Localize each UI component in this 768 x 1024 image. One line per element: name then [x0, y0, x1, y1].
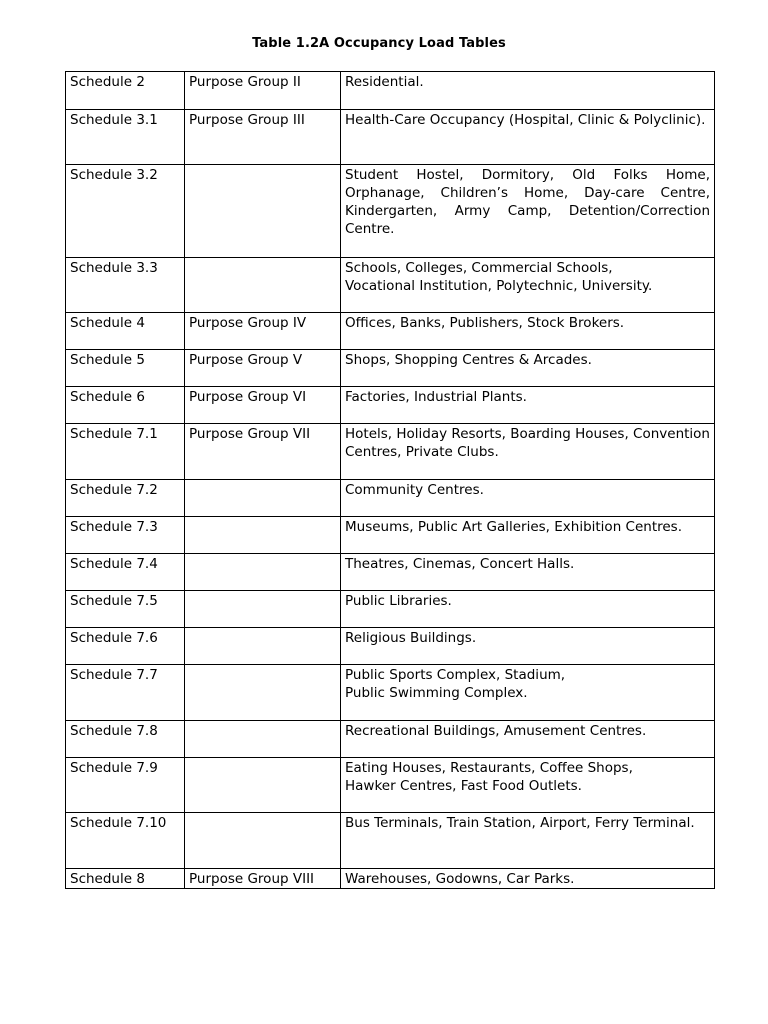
schedule-cell: Schedule 8	[66, 869, 185, 889]
schedule-cell: Schedule 7.5	[66, 591, 185, 628]
description-line: Health-Care Occupancy (Hospital, Clinic & Polyclinic).	[345, 112, 706, 128]
schedule-cell: Schedule 7.9	[66, 758, 185, 813]
description-line: Warehouses, Godowns, Car Parks.	[345, 871, 575, 887]
occupancy-description-cell	[341, 72, 715, 110]
occupancy-description-cell	[341, 665, 715, 721]
description-line: Public Sports Complex, Stadium,	[345, 667, 566, 683]
occupancy-description-cell	[341, 628, 715, 665]
description-line: Hawker Centres, Fast Food Outlets.	[345, 778, 582, 794]
purpose-group-cell	[185, 591, 341, 628]
table-row	[66, 480, 715, 517]
occupancy-load-table	[65, 71, 715, 889]
description-line: Recreational Buildings, Amusement Centres.	[345, 723, 647, 739]
table-row	[66, 869, 715, 889]
occupancy-description-cell	[341, 480, 715, 517]
table-row	[66, 517, 715, 554]
table-row	[66, 165, 715, 258]
occupancy-description-cell	[341, 424, 715, 480]
description-line: Eating Houses, Restaurants, Coffee Shops,	[345, 760, 633, 776]
occupancy-description-cell	[341, 258, 715, 313]
schedule-cell: Schedule 7.6	[66, 628, 185, 665]
occupancy-description-cell	[341, 110, 715, 165]
description-line: Vocational Institution, Polytechnic, University.	[345, 278, 653, 294]
table-row	[66, 665, 715, 721]
purpose-group-cell: Purpose Group III	[185, 110, 341, 165]
table-row	[66, 110, 715, 165]
schedule-cell: Schedule 3.3	[66, 258, 185, 313]
schedule-cell: Schedule 4	[66, 313, 185, 350]
occupancy-description-cell	[341, 554, 715, 591]
table-row	[66, 350, 715, 387]
occupancy-description-cell	[341, 165, 715, 258]
occupancy-description-cell	[341, 591, 715, 628]
description-line: Factories, Industrial Plants.	[345, 389, 527, 405]
purpose-group-cell	[185, 480, 341, 517]
purpose-group-cell: Purpose Group VII	[185, 424, 341, 480]
description-line: Community Centres.	[345, 482, 484, 498]
table-row	[66, 758, 715, 813]
purpose-group-cell	[185, 554, 341, 591]
schedule-cell: Schedule 7.8	[66, 721, 185, 758]
table-row	[66, 424, 715, 480]
description-line: Museums, Public Art Galleries, Exhibition Centres.	[345, 519, 683, 535]
occupancy-description-cell	[341, 350, 715, 387]
schedule-cell: Schedule 7.10	[66, 813, 185, 869]
description-line: Religious Buildings.	[345, 630, 477, 646]
schedule-cell: Schedule 7.2	[66, 480, 185, 517]
purpose-group-cell: Purpose Group IV	[185, 313, 341, 350]
description-line: Student Hostel, Dormitory, Old Folks Home, Orphanage, Children’s Home, Day-care Centre, Kindergarten, Army Camp, Detention/Correction Centre.	[345, 167, 710, 237]
schedule-cell: Schedule 7.1	[66, 424, 185, 480]
occupancy-description-cell	[341, 387, 715, 424]
schedule-cell: Schedule 5	[66, 350, 185, 387]
table-row	[66, 387, 715, 424]
occupancy-description-cell	[341, 869, 715, 889]
table-row	[66, 813, 715, 869]
schedule-cell: Schedule 6	[66, 387, 185, 424]
description-line: Public Libraries.	[345, 593, 452, 609]
table-row	[66, 313, 715, 350]
purpose-group-cell	[185, 813, 341, 869]
purpose-group-cell: Purpose Group V	[185, 350, 341, 387]
purpose-group-cell: Purpose Group II	[185, 72, 341, 110]
schedule-cell: Schedule 7.7	[66, 665, 185, 721]
description-line: Public Swimming Complex.	[345, 685, 528, 701]
table-title: Table 1.2A Occupancy Load Tables	[252, 36, 506, 51]
table-row	[66, 258, 715, 313]
description-line: Residential.	[345, 74, 424, 90]
table-row	[66, 628, 715, 665]
purpose-group-cell	[185, 517, 341, 554]
occupancy-description-cell	[341, 721, 715, 758]
schedule-cell: Schedule 2	[66, 72, 185, 110]
table-row	[66, 72, 715, 110]
description-line: Offices, Banks, Publishers, Stock Brokers.	[345, 315, 625, 331]
table-row	[66, 554, 715, 591]
occupancy-description-cell	[341, 758, 715, 813]
description-line: Shops, Shopping Centres & Arcades.	[345, 352, 592, 368]
description-line: Theatres, Cinemas, Concert Halls.	[345, 556, 575, 572]
purpose-group-cell	[185, 721, 341, 758]
occupancy-description-cell	[341, 813, 715, 869]
schedule-cell: Schedule 3.2	[66, 165, 185, 258]
description-line: Schools, Colleges, Commercial Schools,	[345, 260, 613, 276]
purpose-group-cell	[185, 628, 341, 665]
description-line: Bus Terminals, Train Station, Airport, Ferry Terminal.	[345, 815, 695, 831]
schedule-cell: Schedule 7.4	[66, 554, 185, 591]
occupancy-description-cell	[341, 517, 715, 554]
description-line: Hotels, Holiday Resorts, Boarding Houses, Convention Centres, Private Clubs.	[345, 426, 710, 460]
purpose-group-cell	[185, 665, 341, 721]
table-row	[66, 721, 715, 758]
table-body	[66, 72, 715, 889]
schedule-cell: Schedule 7.3	[66, 517, 185, 554]
purpose-group-cell: Purpose Group VIII	[185, 869, 341, 889]
purpose-group-cell	[185, 258, 341, 313]
purpose-group-cell	[185, 165, 341, 258]
purpose-group-cell	[185, 758, 341, 813]
table-row	[66, 591, 715, 628]
occupancy-description-cell	[341, 313, 715, 350]
schedule-cell: Schedule 3.1	[66, 110, 185, 165]
purpose-group-cell: Purpose Group VI	[185, 387, 341, 424]
